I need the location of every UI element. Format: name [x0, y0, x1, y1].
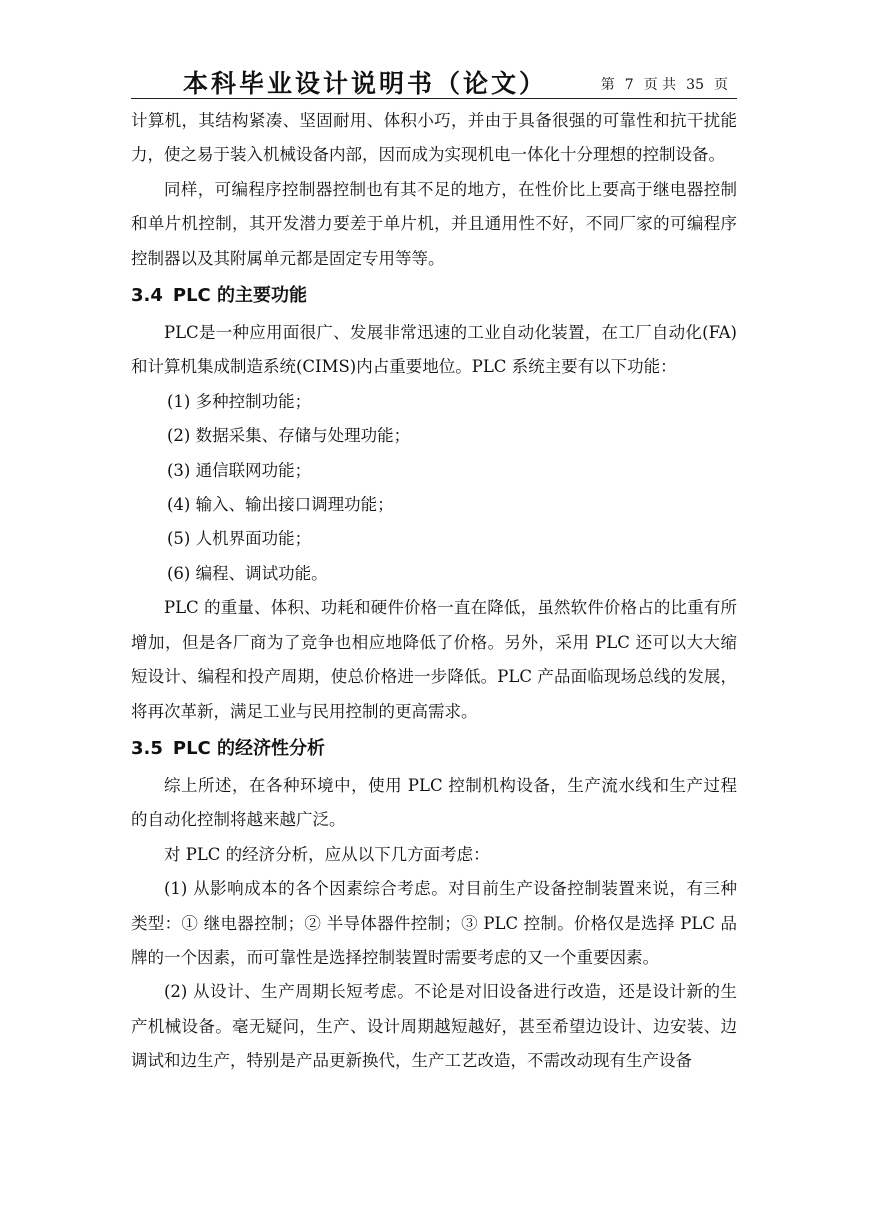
page-number	[596, 74, 733, 94]
section-number: 3.5	[131, 737, 163, 759]
paragraph-6: 对 PLC 的经济分析，应从以下几方面考虑：	[164, 844, 490, 864]
paragraph-1: 计算机，其结构紧凑、坚固耐用、体积小巧，并由于具备很强的可靠性和抗干扰能力，使之易于装入机械设备内部，因而成为实现机电一体化十分理想的控制设备。	[131, 111, 737, 165]
paragraph-4: PLC 的重量、体积、功耗和硬件价格一直在降低，虽然软件价格占的比重有所增加，但是各厂商为了竞争也相应地降低了价格。另外，采用 PLC 还可以大大缩短设计、编程和投产周期，使总价格进一步降低。PLC 产品面临现场总线的发展，将再次革新，满足工业与民用控制的更高需求。	[131, 598, 737, 721]
paragraph-8: (2) 从设计、生产周期长短考虑。不论是对旧设备进行改造，还是设计新的生产机械设备。毫无疑问，生产、设计周期越短越好，甚至希望边设计、边安装、边调试和边生产，特别是产品更新换代，生产工艺改造，不需改动现有生产设备	[131, 982, 737, 1071]
list-item: (2) 数据采集、存储与处理功能；	[167, 426, 411, 446]
page-header	[131, 62, 737, 99]
page-label-suffix: 页	[714, 77, 728, 93]
page-total: 35	[686, 77, 704, 93]
page-label-mid: 页 共	[643, 77, 677, 93]
list-item: (4) 输入、输出接口调理功能；	[167, 495, 394, 515]
page-body	[131, 104, 737, 1079]
section-heading-3-5	[131, 729, 737, 769]
paragraph-7: (1) 从影响成本的各个因素综合考虑。对目前生产设备控制装置来说，有三种类型：① 继电器控制；② 半导体器件控制；③ PLC 控制。价格仅是选择 PLC 品牌的一个因素，而可靠性是选择控制装置时需要考虑的又一个重要因素。	[131, 879, 737, 967]
section-title: PLC 的经济性分析	[172, 737, 326, 759]
section-number: 3.4	[131, 285, 163, 307]
list-item: (5) 人机界面功能；	[167, 529, 312, 549]
section-title: PLC 的主要功能	[172, 285, 308, 307]
paragraph-5: 综上所述，在各种环境中，使用 PLC 控制机构设备，生产流水线和生产过程的自动化控制将越来越广泛。	[131, 775, 737, 830]
paragraph-2: 同样，可编程序控制器控制也有其不足的地方，在性价比上要高于继电器控制和单片机控制，其开发潜力要差于单片机，并且通用性不好，不同厂家的可编程序控制器以及其附属单元都是固定专用等等。	[131, 179, 737, 268]
list-item: (6) 编程、调试功能。	[167, 563, 328, 583]
paragraph-3: PLC是一种应用面很广、发展非常迅速的工业自动化装置，在工厂自动化(FA)和计算机集成制造系统(CIMS)内占重要地位。PLC 系统主要有以下功能：	[131, 323, 737, 377]
page-current: 7	[624, 77, 634, 93]
section-heading-3-4	[131, 276, 737, 316]
page-label-prefix: 第	[600, 77, 615, 93]
list-item: (1) 多种控制功能；	[167, 391, 312, 411]
document-title: 本科毕业设计说明书（论文）	[183, 69, 548, 98]
list-item: (3) 通信联网功能；	[167, 460, 312, 480]
